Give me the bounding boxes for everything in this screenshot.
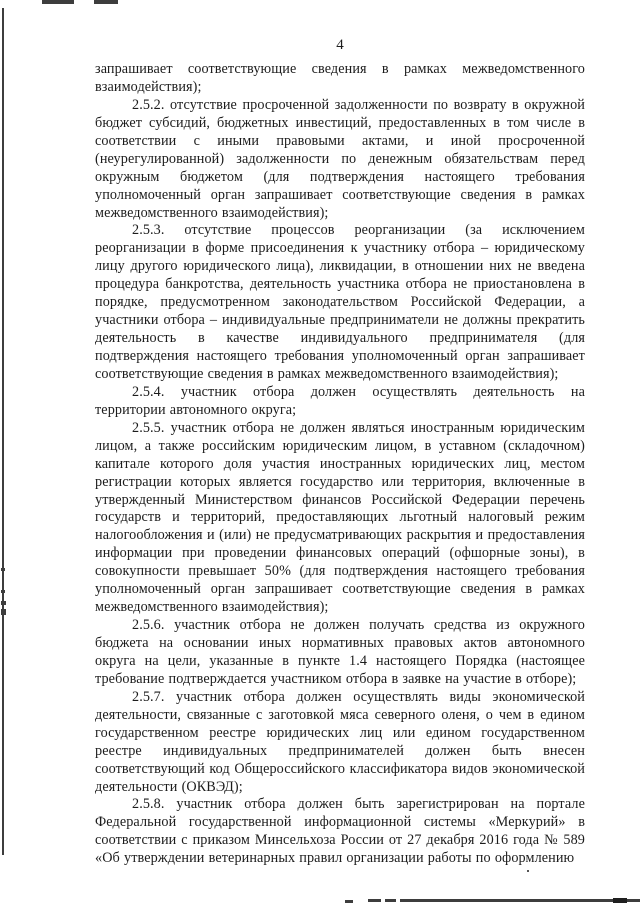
scan-artifact-bottom-dash: [385, 899, 396, 902]
paragraph-2-5-7: 2.5.7. участник отбора должен осуществлять виды экономической деятельности, связанные с заготовкой мяса северного оленя, о чем в едином государственном реестре юридических лиц или едином государственном реестре индивидуальных предпринимателей должен быть внесен соответствующий код Общероссийского классификатора видов экономической деятельности (ОКВЭД);: [95, 688, 585, 795]
document-body: [95, 61, 585, 868]
scan-artifact-left-tick: [1, 609, 6, 615]
paragraph-2-5-3: 2.5.3. отсутствие процессов реорганизации (за исключением реорганизации в форме присоединения к участнику отбора – юридическому лицу другого юридического лица), ликвидации, в отношении них не введена процедура банкротства, деятельность участника отбора не приостановлена в порядке, предусмотренном законодательством Российской Федерации, а участники отбора – индивидуальные предприниматели не должны прекратить деятельность в качестве индивидуального предпринимателя (для подтверждения настоящего требования уполномоченный орган запрашивает соответствующие сведения в рамках межведомственного взаимодействия);: [95, 222, 585, 382]
scan-artifact-top-dash: [94, 0, 118, 4]
scan-artifact-top-dash: [42, 0, 74, 4]
scan-artifact-left-edge-line: [2, 8, 4, 855]
scan-artifact-bottom-dash: [368, 899, 381, 902]
paragraph-2-5-6: 2.5.6. участник отбора не должен получать средства из окружного бюджета на основании иных нормативных правовых актов автономного округа на цели, указанные в пункте 1.4 настоящего Порядка (настоящее требование подтверждается участником отбора в заявке на участие в отборе);: [95, 617, 585, 687]
scan-artifact-left-tick: [1, 568, 5, 571]
scan-artifact-left-tick: [1, 601, 6, 605]
scan-artifact-left-tick: [1, 590, 5, 593]
page-number: 4: [336, 37, 344, 53]
scan-artifact-speck: [527, 870, 529, 872]
scan-artifact-bottom-blob: [613, 898, 627, 903]
scan-artifact-bottom-dash: [345, 900, 353, 903]
paragraph-2-5-4: 2.5.4. участник отбора должен осуществлять деятельность на территории автономного округа;: [95, 383, 585, 418]
scan-artifact-bottom-edge-line: [400, 899, 640, 902]
paragraph-2-5-1-continuation: запрашивает соответствующие сведения в рамках межведомственного взаимодействия);: [95, 61, 585, 95]
paragraph-2-5-2: 2.5.2. отсутствие просроченной задолженности по возврату в окружной бюджет субсидий, бюджетных инвестиций, предоставленных в том числе в соответствии с иными правовыми актами, и иной просроченной (неурегулированной) задолженности по денежным обязательствам перед окружным бюджетом (для подтверждения настоящего требования уполномоченный орган запрашивает соответствующие сведения в рамках межведомственного взаимодействия);: [95, 96, 585, 221]
paragraph-2-5-5: 2.5.5. участник отбора не должен являться иностранным юридическим лицом, а также российским юридическим лицом, в уставном (складочном) капитале которого доля участия иностранных юридических лиц, местом регистрации которых является государство или территория, включенные в утвержденный Министерством финансов Российской Федерации перечень государств и территорий, предоставляющих льготный налоговый режим налогообложения и (или) не предусматривающих раскрытия и предоставления информации при проведении финансовых операций (офшорные зоны), в совокупности превышает 50% (для подтверждения настоящего требования уполномоченный орган запрашивает соответствующие сведения в рамках межведомственного взаимодействия);: [95, 419, 585, 616]
paragraph-2-5-8: 2.5.8. участник отбора должен быть зарегистрирован на портале Федеральной государственной информационной системы «Меркурий» в соответствии с приказом Минсельхоза России от 27 декабря 2016 года № 589 «Об утверждении ветеринарных правил организации работы по оформлению: [95, 796, 585, 867]
